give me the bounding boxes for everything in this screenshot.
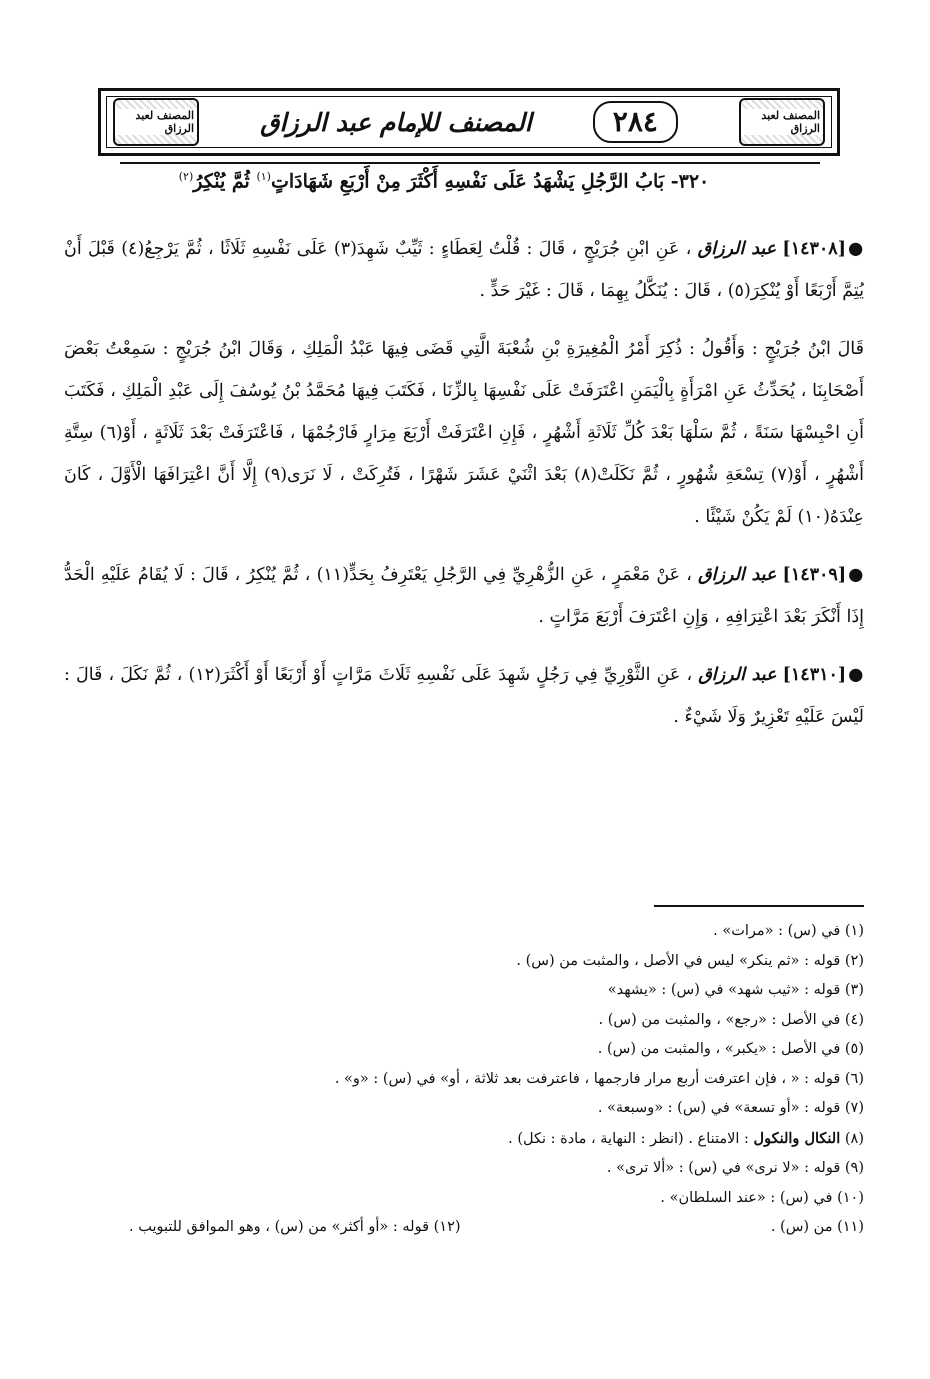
footnote-10: (١٠) في (س) : «عند السلطان» . — [660, 1189, 864, 1206]
page-header — [98, 88, 840, 156]
footnotes — [64, 917, 864, 1243]
ornament-label-right: المصنف لعبد الرزاق — [741, 109, 823, 135]
footnote-8-text: : الامتناع . (انظر : النهاية ، مادة : نكل) . — [508, 1130, 749, 1147]
bullet-icon: ● — [848, 665, 864, 685]
bullet-icon: ● — [848, 565, 864, 585]
ornament-right — [739, 98, 825, 146]
footnote-1: (١) في (س) : «مرات» . — [713, 923, 864, 939]
footnote-row-last — [129, 1213, 864, 1243]
page-number: ٢٨٤ — [593, 101, 678, 143]
hadith-author: عبد الرزاق — [698, 665, 777, 685]
hadith-14308-continuation: قَالَ ابْنُ جُرَيْجٍ : وَأَقُولُ : ذُكِرَ أَمْرُ الْمُغِيرَةِ بْنِ شُعْبَةَ الَّتِي قَضَى فِيهَا عَبْدُ الْمَلِكِ ، وَقَالَ ابْنُ جُرَيْجٍ : سَمِعْتُ بَعْضَ أَصْحَابِنَا ، يُحَدِّثُ عَنِ امْرَأَةٍ بِالْيَمَنِ اعْتَرَفَتْ عَلَى نَفْسِهَا بِالزِّنَا ، فَكَتَبَ فِيهَا مُحَمَّدُ بْنُ يُوسُفَ إِلَى عَبْدِ الْمَلِكِ ، فَكَتَبَ أَنِ احْبِسْهَا سَنَةً ، ثُمَّ سَلْهَا بَعْدَ كُلِّ ثَلَاثَةِ أَشْهُرٍ ، فَإِنِ اعْتَرَفَتْ أَرْبَعَ مِرَارٍ فَارْجُمْهَا ، فَاعْتَرَفَتْ بَعْدَ ثَلَاثَةٍ ، أَوْ(٦) سِتَّةِ أَشْهُرٍ ، أَوْ(٧) تِسْعَةِ شُهُورٍ ، ثُمَّ نَكَلَتْ(٨) بَعْدَ اثْنَيْ عَشَرَ شَهْرًا ، فَتُرِكَتْ ، لَا نَرَى(٩) إِلَّا أَنَّ اعْتِرَافَهَا الْأَوَّلَ ، كَانَ عِنْدَهُ(١٠) لَمْ يَكُنْ شَيْئًا . — [64, 339, 864, 527]
footnote-9: (٩) قوله : «لا نرى» في (س) : «ألا ترى» . — [606, 1160, 864, 1176]
footnote-3: (٣) قوله : «ثيب شهد» في (س) : «يشهد» — [607, 982, 864, 998]
footnote-2: (٢) قوله : «ثم ينكر» ليس في الأصل ، والمثبت من (س) . — [516, 952, 864, 969]
footnote-11: (١١) من (س) . — [770, 1219, 864, 1235]
hadith-author: عبد الرزاق — [697, 239, 777, 259]
footnote-8-num: (٨) — [844, 1130, 864, 1147]
chapter-note-1: (١) — [256, 170, 271, 183]
hadith-text: ، عَنِ الثَّوْرِيِّ فِي رَجُلٍ شَهِدَ عَلَى نَفْسِهِ ثَلَاثَ مَرَّاتٍ أَوْ أَرْبَعًا أَوْ أَكْثَرَ(١٢) ، ثُمَّ نَكَلَ ، قَالَ : لَيْسَ عَلَيْهِ تَعْزِيرٌ وَلَا شَيْءٌ . — [64, 665, 864, 727]
footnote-5: (٥) في الأصل : «يكبر» ، والمثبت من (س) . — [597, 1041, 864, 1057]
running-title: المصنف للإمام عبد الرزاق — [260, 107, 532, 137]
hadith-14309 — [64, 554, 864, 638]
bullet-icon: ● — [847, 239, 864, 259]
hadith-number: [١٤٣٠٨] — [782, 239, 846, 259]
ornament-label-left: المصنف لعبد الرزاق — [115, 109, 197, 135]
ornament-left — [113, 98, 199, 146]
chapter-title — [104, 170, 784, 192]
header-frame — [106, 96, 832, 148]
header-divider — [120, 162, 820, 164]
footnote-8 — [64, 1124, 864, 1155]
footnote-6: (٦) قوله : « ، فإن اعترفت أربع مرار فارجمها ، فاعترفت بعد ثلاثة ، أو» في (س) : «و» . — [334, 1070, 864, 1087]
hadith-14310 — [64, 654, 864, 738]
hadith-text: ، عَنِ ابْنِ جُرَيْجٍ ، قَالَ : قُلْتُ لِعَطَاءٍ : ثَيِّبٌ شَهِدَ(٣) عَلَى نَفْسِهِ ثَلَاثًا ، ثُمَّ يَرْجِعُ(٤) قَبْلَ أَنْ يُتِمَّ أَرْبَعًا أَوْ يُنْكِرَ(٥) ، قَالَ : يُنَكَّلُ بِهِمَا ، قَالَ : غَيْرَ حَدٍّ . — [64, 239, 864, 301]
footnote-4: (٤) في الأصل : «رجع» ، والمثبت من (س) . — [598, 1011, 864, 1028]
hadith-number: [١٤٣٠٩] — [782, 565, 847, 585]
main-content — [64, 228, 864, 754]
hadith-14308 — [64, 228, 864, 312]
footnote-7: (٧) قوله : «أو تسعة» في (س) : «وسبعة» . — [597, 1100, 864, 1116]
footnote-12: (١٢) قوله : «أو أكثر» من (س) ، وهو الموافق للتبويب . — [129, 1219, 461, 1235]
hadith-text: ، عَنْ مَعْمَرٍ ، عَنِ الزُّهْرِيِّ فِي الرَّجُلِ يَعْتَرِفُ بِحَدٍّ(١١) ، ثُمَّ يُنْكِرُ ، قَالَ : لَا يُقَامُ عَلَيْهِ الْحَدُّ إِذَا أَنْكَرَ بَعْدَ اعْتِرَافِهِ ، وَإِنِ اعْتَرَفَ أَرْبَعَ مَرَّاتٍ . — [64, 565, 864, 627]
chapter-title-text: ٣٢٠- بَابُ الرَّجُلِ يَشْهَدُ عَلَى نَفْسِهِ أَكْثَرَ مِنْ أَرْبَعِ شَهَادَاتٍ — [270, 170, 710, 193]
hadith-number: [١٤٣١٠] — [782, 665, 847, 685]
hadith-author: عبد الرزاق — [698, 565, 777, 585]
footnote-8-term: النكال والنكول — [753, 1129, 841, 1147]
footnote-rule — [654, 905, 864, 907]
chapter-note-2: (٢) — [178, 170, 194, 183]
chapter-title-end: ثُمَّ يُنْكِرُ — [193, 170, 250, 193]
